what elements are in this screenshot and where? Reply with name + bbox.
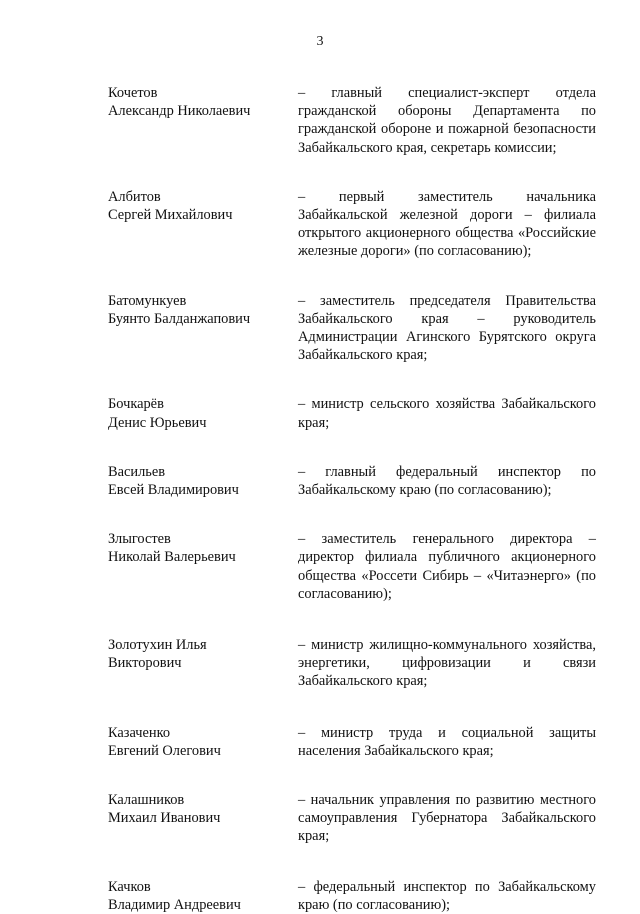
member-given-names: Михаил Иванович [108,810,221,827]
member-surname: Калашников [108,792,185,809]
member-role: – министр сельского хозяйства Забайкальского края; [298,396,596,431]
member-name [108,292,298,328]
member-role: – главный федеральный инспектор по Забайкальскому краю (по согласованию); [298,463,596,499]
member-role: – федеральный инспектор по Забайкальскому краю (по согласованию); [298,878,596,913]
member-name [108,84,298,120]
member-given-names: Александр Николаевич [108,103,251,120]
member-name [108,463,298,499]
member-entry-kazachenko [108,724,596,760]
member-entry-albitov [108,188,596,261]
member-given-names: Николай Валерьевич [108,549,236,566]
member-role: – главный специалист-эксперт отдела гражданской обороны Департамента по гражданской обороне и пожарной безопасности Забайкальского края, секретарь комиссии; [298,85,596,156]
member-entry-kalashnikov [108,791,596,846]
member-name [108,395,298,431]
member-surname: Бочкарёв [108,396,164,413]
member-surname: Золотухин Илья [108,637,207,654]
member-given-names: Евгений Олегович [108,742,221,759]
member-entry-vasiliev [108,463,596,499]
member-surname: Васильев [108,463,166,480]
member-role: – министр жилищно-коммунального хозяйства, энергетики, цифровизации и связи Забайкальского края; [298,637,596,690]
member-given-names: Денис Юрьевич [108,414,207,431]
member-surname: Злыгостев [108,531,171,548]
member-surname: Кочетов [108,85,158,101]
member-surname: Качков [108,878,151,895]
member-entry-kochetov [108,84,596,157]
member-name [108,878,298,914]
member-role: – министр труда и социальной защиты населения Забайкальского края; [298,724,596,759]
member-given-names: Викторович [108,655,182,672]
member-surname: Албитов [108,188,161,205]
member-entry-kachkov [108,878,596,914]
member-given-names: Сергей Михайлович [108,207,233,224]
member-entry-bochkarev [108,395,596,431]
member-name [108,188,298,224]
member-entry-zolotukhin [108,636,596,691]
member-entry-batomunkuev [108,292,596,365]
member-entry-zlygostev [108,530,596,603]
member-given-names: Евсей Владимирович [108,482,239,499]
member-name [108,724,298,760]
member-role: – заместитель председателя Правительства Забайкальского края – руководитель Администрации Агинского Бурятского округа Забайкальского края; [298,292,596,364]
member-name [108,530,298,566]
member-name [108,636,298,672]
member-given-names: Буянто Балданжапович [108,310,251,327]
member-role: – первый заместитель начальника Забайкальской железной дороги – филиала открытого акционерного общества «Российские железные дороги» (по согласованию); [298,188,596,260]
member-surname: Батомункуев [108,292,187,309]
commission-member-list [108,84,596,914]
member-role: – заместитель генерального директора – директор филиала публичного акционерного общества «Россети Сибирь – «Читаэнерго» (по согласованию); [298,531,596,602]
member-role: – начальник управления по развитию местного самоуправления Губернатора Забайкальского края; [298,792,596,845]
member-given-names: Владимир Андреевич [108,896,241,913]
member-surname: Казаченко [108,724,171,741]
member-name [108,791,298,827]
page-number: 3 [316,34,324,49]
